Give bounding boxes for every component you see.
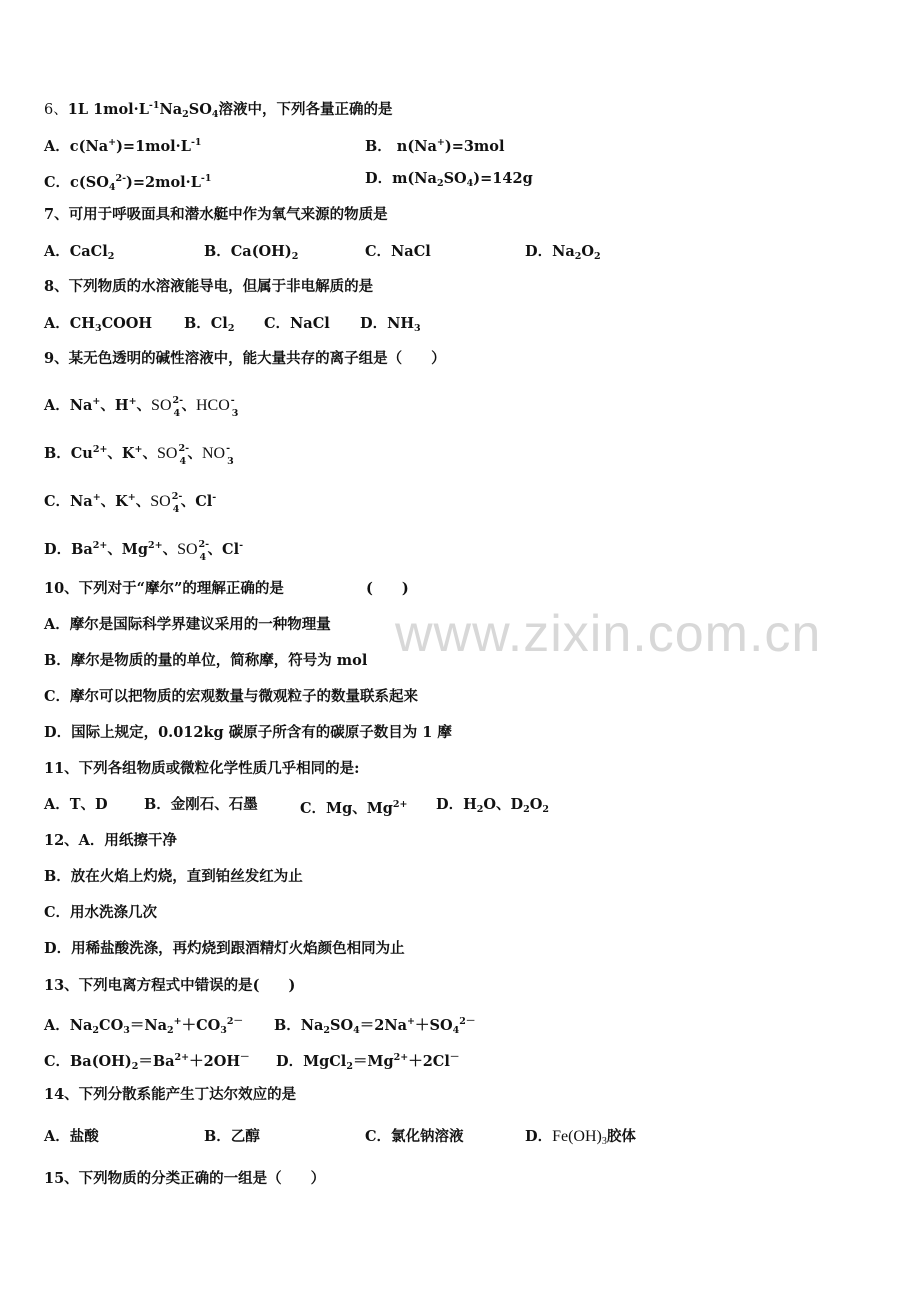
question-12-option-d[interactable]: D．用稀盐酸洗涤，再灼烧到跟酒精灯火焰颜色相同为止 — [44, 940, 405, 957]
question-8-option-b[interactable]: B．$Cl_2$ — [184, 315, 235, 334]
question-11-option-c[interactable]: C．Mg、$Mg^{2+}$ — [300, 799, 408, 817]
question-8-stem: 8、下列物质的水溶液能导电，但属于非电解质的是 — [44, 278, 374, 295]
question-6-option-c[interactable]: C．$c(SO_4^{2-})=2mol\cdot L^{-1}$ — [44, 173, 212, 193]
question-10-answer-paren: ( ) — [366, 580, 409, 597]
question-7-option-d[interactable]: D．$Na_2O_2$ — [525, 243, 601, 262]
question-12-stem: 12、A．用纸擦干净 — [44, 832, 177, 849]
question-9-stem: 9、某无色透明的碱性溶液中，能大量共存的离子组是（ ） — [44, 350, 446, 367]
question-9-option-d[interactable]: D．$Ba^{2+}$、$Mg^{2+}$、SO 2- 4 、Cl- — [44, 539, 244, 563]
question-13-option-d[interactable]: D．$MgCl_2=Mg^{2+}+2Cl^-$ — [276, 1052, 460, 1072]
question-8-option-c[interactable]: C．NaCl — [264, 315, 330, 332]
question-11-option-a[interactable]: A．T、D — [44, 796, 108, 813]
question-13-option-b[interactable]: B．$Na_2SO_4=2Na^++SO_4^{2-}$ — [274, 1016, 476, 1036]
question-13-option-a[interactable]: A．$Na_2CO_3=Na_2^++CO_3^{2-}$ — [44, 1016, 243, 1036]
question-14-stem: 14、下列分散系能产生丁达尔效应的是 — [44, 1086, 297, 1103]
question-9-option-a[interactable]: A．Na+、H+、SO 2- 4 、HCO - 3 — [44, 395, 239, 419]
question-11-option-b[interactable]: B．金刚石、石墨 — [144, 796, 258, 813]
question-6-option-d[interactable]: D．$m(Na_2SO_4)=142g$ — [365, 170, 533, 189]
question-7-option-a[interactable]: A．CaCl$_2$ — [44, 243, 115, 262]
question-10-option-a[interactable]: A．摩尔是国际科学界建议采用的一种物理量 — [44, 616, 331, 633]
question-6-stem: 6、1L $1mol\cdot L^{-1}Na_2SO_4$溶液中，下列各量正确的是 — [44, 100, 393, 120]
question-11-stem: 11、下列各组物质或微粒化学性质几乎相同的是: — [44, 760, 360, 777]
question-15-stem: 15、下列物质的分类正确的一组是（ ） — [44, 1170, 326, 1187]
question-11-option-d[interactable]: D．$H_2O$、$D_2O_2$ — [436, 796, 550, 815]
question-8-option-d[interactable]: D．$NH_3$ — [360, 315, 421, 334]
question-9-option-b[interactable]: B．$Cu^{2+}$、K+、SO 2- 4 、NO - 3 — [44, 443, 234, 467]
question-13-stem: 13、下列电离方程式中错误的是( ) — [44, 977, 296, 994]
question-12-option-b[interactable]: B．放在火焰上灼烧，直到铂丝发红为止 — [44, 868, 303, 885]
question-10-option-c[interactable]: C．摩尔可以把物质的宏观数量与微观粒子的数量联系起来 — [44, 688, 419, 705]
question-7-option-c[interactable]: C．NaCl — [365, 243, 431, 260]
question-7-option-b[interactable]: B．$Ca(OH)_2$ — [204, 243, 299, 262]
watermark: www.zixin.com.cn — [395, 605, 822, 663]
question-14-option-b[interactable]: B．乙醇 — [204, 1128, 260, 1145]
question-14-option-c[interactable]: C．氯化钠溶液 — [365, 1128, 464, 1145]
question-12-option-c[interactable]: C．用水洗涤几次 — [44, 904, 158, 921]
question-10-option-d[interactable]: D．国际上规定，0.012kg 碳原子所含有的碳原子数目为 1 摩 — [44, 724, 452, 741]
question-14-option-d[interactable]: D．$Fe(OH)_3$胶体 — [525, 1128, 636, 1147]
question-6-option-b[interactable]: B． n(Na+)=3mol — [365, 137, 505, 155]
question-9-option-c[interactable]: C．Na+、K+、SO 2- 4 、Cl- — [44, 491, 217, 515]
question-13-option-c[interactable]: C．$Ba(OH)_2=Ba^{2+}+2OH^-$ — [44, 1052, 250, 1072]
question-6-option-a[interactable]: A．$c(Na^+)=1mol\cdot L^{-1}$ — [44, 137, 202, 155]
question-10-stem: 10、下列对于“摩尔”的理解正确的是 — [44, 580, 284, 597]
question-10-option-b[interactable]: B．摩尔是物质的量的单位，简称摩，符号为 mol — [44, 652, 368, 669]
question-14-option-a[interactable]: A．盐酸 — [44, 1128, 99, 1145]
question-8-option-a[interactable]: A．$CH_3COOH$ — [44, 315, 153, 334]
question-7-stem: 7、可用于呼吸面具和潜水艇中作为氧气来源的物质是 — [44, 206, 388, 223]
